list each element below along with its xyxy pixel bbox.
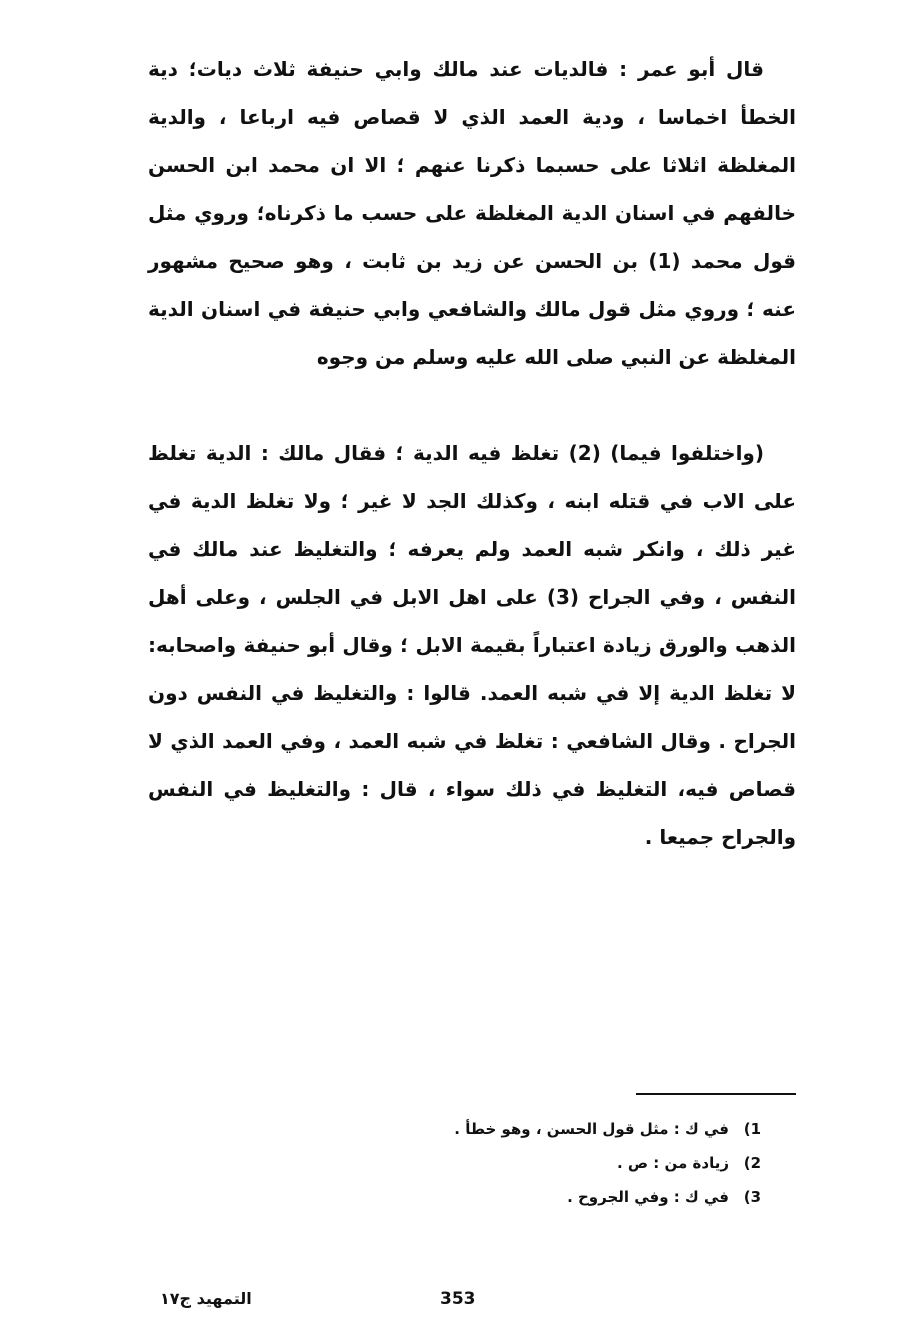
footnote-1: [341, 1112, 761, 1146]
paragraph-diyat-types: قال أبو عمر : فالديات عند مالك وابي حنيفة ثلاث ديات؛ دية الخطأ اخماسا ، ودية العمد الذي لا قصاص فيه ارباعا ، والدية المغلظة اثلاثا على حسبما ذكرنا عنهم ؛ الا ان محمد ابن الحسن خالفهم في اسنان الدية المغلظة على حسب ما ذكرناه؛ وروي مثل قول محمد (1) بن الحسن عن زيد بن ثابت ، وهو صحيح مشهور عنه ؛ وروي مثل قول مالك والشافعي وابي حنيفة في اسنان الدية المغلظة عن النبي صلى الله عليه وسلم من وجوه: [148, 57, 796, 369]
footnote-text: زيادة من : ص .: [616, 1154, 729, 1172]
footnote-2: [341, 1146, 761, 1180]
main-text-body: [148, 45, 796, 861]
footnote-divider: [636, 1093, 796, 1095]
footnote-number: 3): [743, 1188, 761, 1206]
footnote-number: 2): [743, 1154, 761, 1172]
footnote-number: 1): [743, 1120, 761, 1138]
paragraph-diyat-aggravation: (واختلفوا فيما) (2) تغلظ فيه الدية ؛ فقال مالك : الدية تغلظ على الاب في قتله ابنه ، وكذلك الجد لا غير ؛ ولا تغلظ الدية في غير ذلك ، وانكر شبه العمد ولم يعرفه ؛ والتغليظ عند مالك في النفس ، وفي الجراح (3) على اهل الابل في الجلس ، وعلى أهل الذهب والورق زيادة اعتباراً بقيمة الابل ؛ وقال أبو حنيفة واصحابه: لا تغلظ الدية إلا في شبه العمد. قالوا : والتغليظ في النفس دون الجراح . وقال الشافعي : تغلظ في شبه العمد ، وفي العمد الذي لا قصاص فيه، التغليظ في ذلك سواء ، قال : والتغليظ في النفس والجراح جميعا .: [148, 441, 796, 849]
footnotes-list: [341, 1112, 761, 1214]
book-signature: التمهيد ج١٧: [160, 1289, 252, 1308]
footnote-text: في ك : وفي الجروح .: [567, 1188, 729, 1206]
page-number: 353: [440, 1289, 476, 1309]
paragraph-gap: [148, 381, 796, 429]
footnote-text: في ك : مثل قول الحسن ، وهو خطأ .: [454, 1120, 729, 1138]
footnote-3: [341, 1180, 761, 1214]
